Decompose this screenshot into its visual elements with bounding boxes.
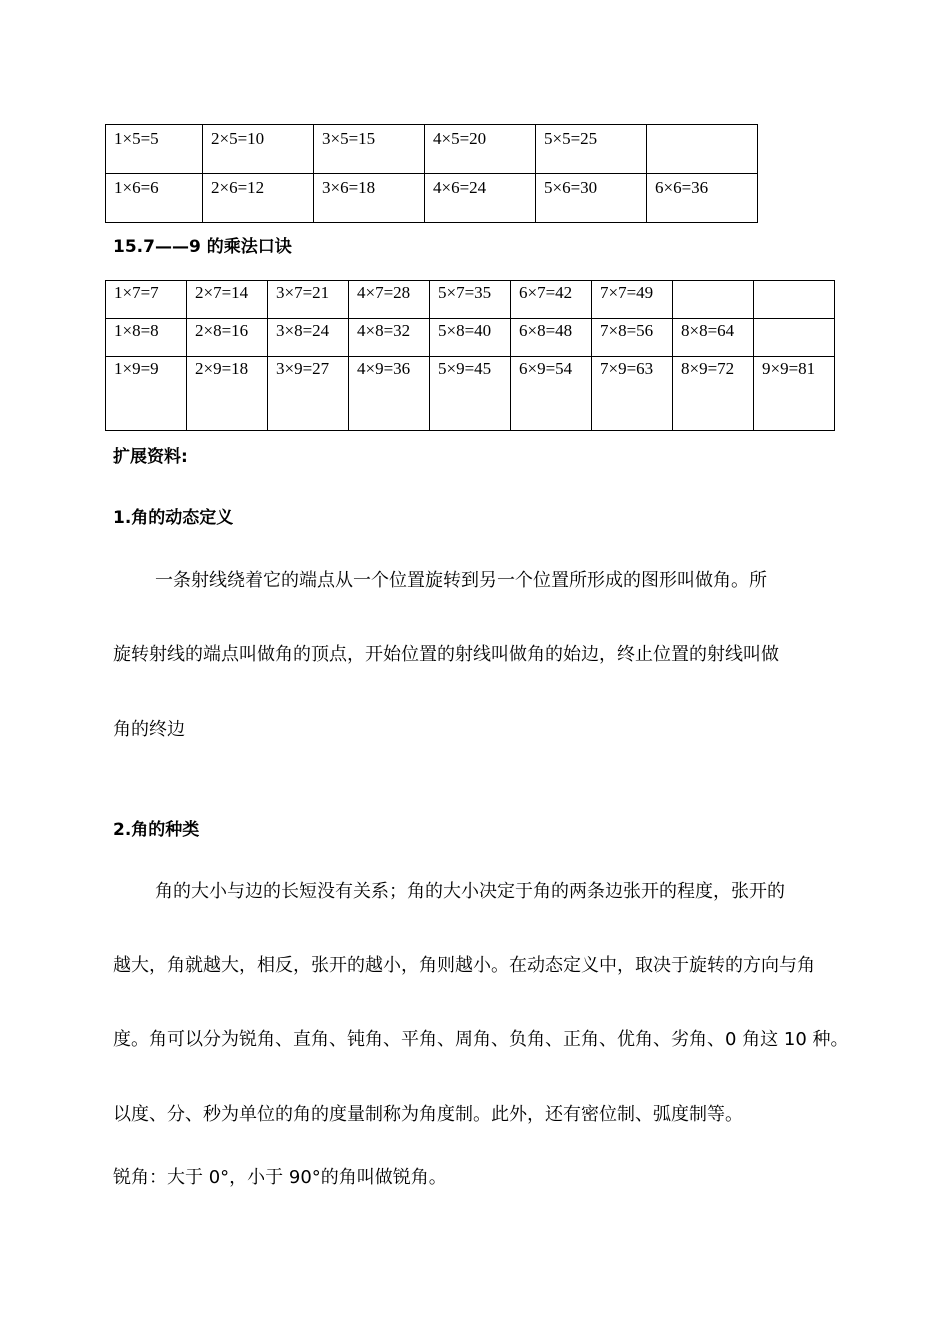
table-cell: 3×7=21 (268, 281, 349, 319)
table-cell: 6×7=42 (511, 281, 592, 319)
table-cell: 4×5=20 (425, 125, 536, 174)
table-cell: 2×8=16 (187, 319, 268, 357)
paragraph-line: 以度、分、秒为单位的角的度量制称为角度制。此外，还有密位制、弧度制等。 (113, 1104, 743, 1125)
table-row (106, 125, 758, 174)
table-cell: 8×8=64 (673, 319, 754, 357)
table-cell: 9×9=81 (754, 357, 835, 431)
table-cell: 5×8=40 (430, 319, 511, 357)
table-cell: 3×6=18 (314, 174, 425, 223)
table-cell: 6×9=54 (511, 357, 592, 431)
paragraph-line: 度。角可以分为锐角、直角、钝角、平角、周角、负角、正角、优角、劣角、0 角这 10 种。 (113, 1029, 849, 1050)
table-row (106, 357, 835, 431)
table-cell: 1×8=8 (106, 319, 187, 357)
table-cell: 6×6=36 (647, 174, 758, 223)
table-row (106, 281, 835, 319)
table-cell: 3×8=24 (268, 319, 349, 357)
table-cell: 7×9=63 (592, 357, 673, 431)
table-cell: 1×9=9 (106, 357, 187, 431)
paragraph-line: 越大，角就越大，相反，张开的越小，角则越小。在动态定义中，取决于旋转的方向与角 (113, 955, 815, 976)
paragraph-line: 角的大小与边的长短没有关系；角的大小决定于角的两条边张开的程度，张开的 (155, 881, 785, 902)
table-cell: 4×8=32 (349, 319, 430, 357)
table-row (106, 319, 835, 357)
table-cell: 5×9=45 (430, 357, 511, 431)
table-cell: 4×6=24 (425, 174, 536, 223)
table-cell: 2×6=12 (203, 174, 314, 223)
section-title-7-9: 15.7——9 的乘法口诀 (113, 237, 292, 257)
table-cell: 6×8=48 (511, 319, 592, 357)
table-cell: 5×7=35 (430, 281, 511, 319)
table-cell: 3×5=15 (314, 125, 425, 174)
table-cell: 4×7=28 (349, 281, 430, 319)
table-cell (673, 281, 754, 319)
table-cell (647, 125, 758, 174)
multiplication-table-7-9 (105, 280, 835, 431)
table-cell (754, 319, 835, 357)
table-cell: 1×6=6 (106, 174, 203, 223)
table-cell: 5×6=30 (536, 174, 647, 223)
table-cell: 8×9=72 (673, 357, 754, 431)
table-cell: 3×9=27 (268, 357, 349, 431)
paragraph-line: 旋转射线的端点叫做角的顶点，开始位置的射线叫做角的始边，终止位置的射线叫做 (113, 644, 779, 665)
table-cell: 4×9=36 (349, 357, 430, 431)
table-row (106, 174, 758, 223)
angle-types-title: 2.角的种类 (113, 820, 200, 840)
table-cell: 1×5=5 (106, 125, 203, 174)
table-cell (754, 281, 835, 319)
table-cell: 5×5=25 (536, 125, 647, 174)
table-cell: 1×7=7 (106, 281, 187, 319)
table-cell: 2×9=18 (187, 357, 268, 431)
paragraph-line: 锐角：大于 0°，小于 90°的角叫做锐角。 (113, 1167, 447, 1188)
table-cell: 2×5=10 (203, 125, 314, 174)
table-cell: 2×7=14 (187, 281, 268, 319)
table-cell: 7×8=56 (592, 319, 673, 357)
extended-title: 扩展资料: (113, 447, 188, 467)
paragraph-line: 角的终边 (113, 719, 185, 740)
angle-dynamic-title: 1.角的动态定义 (113, 508, 234, 528)
table-cell: 7×7=49 (592, 281, 673, 319)
multiplication-table-5-6 (105, 124, 758, 223)
paragraph-line: 一条射线绕着它的端点从一个位置旋转到另一个位置所形成的图形叫做角。所 (155, 570, 767, 591)
